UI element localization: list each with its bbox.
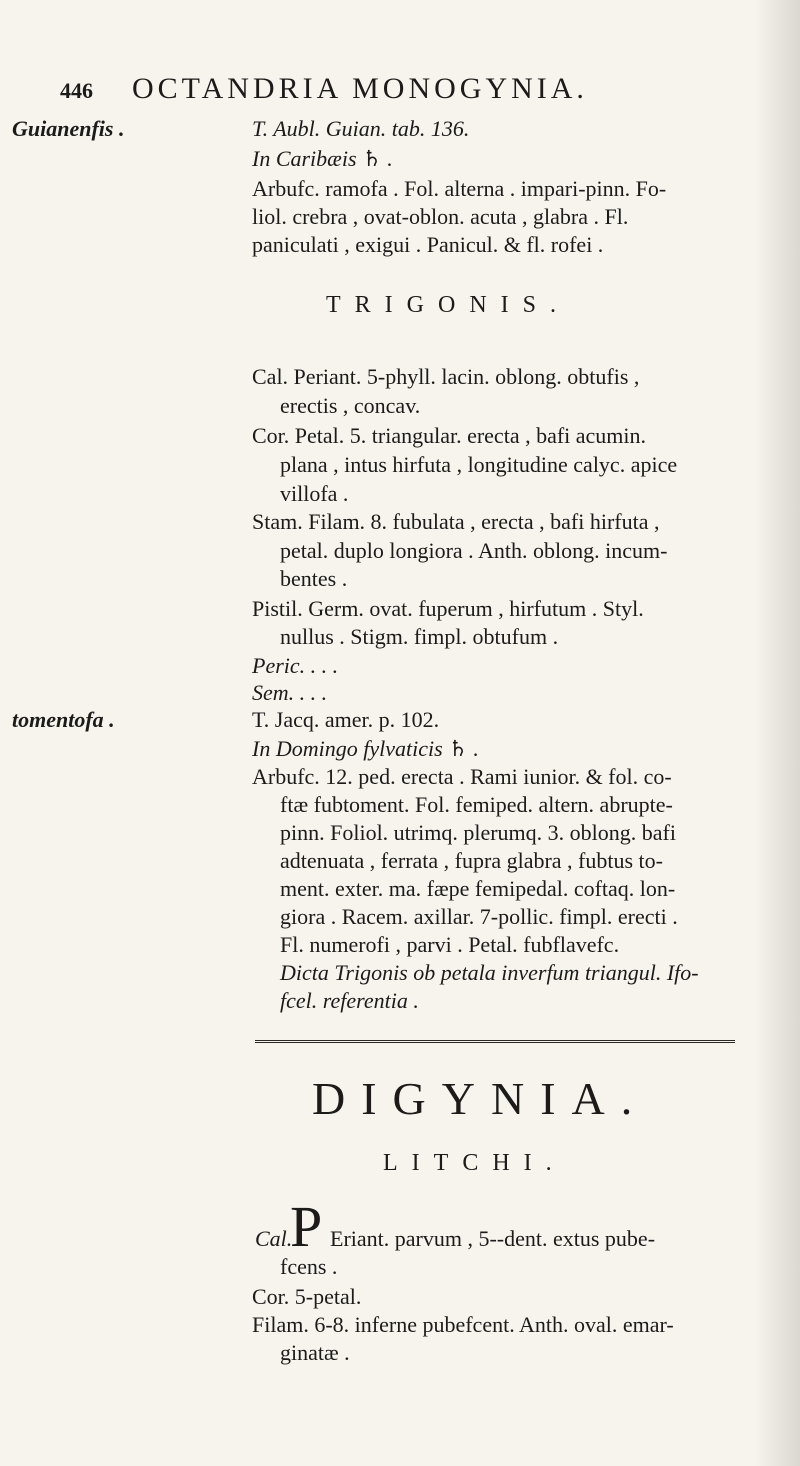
genus-title-litchi: LITCHI. <box>383 1150 566 1176</box>
guianensis-line-3: Arbufc. ramofa . Fol. alterna . impari-pinn. Fo- <box>252 176 667 201</box>
tomentosa-line-3: Arbufc. 12. ped. erecta . Rami iunior. & fol. co- <box>252 764 672 789</box>
litchi-calyx-label: Cal. <box>255 1226 293 1251</box>
tomentosa-line-6: adtenuata , ferrata , fupra glabra , fubtus to- <box>280 848 663 873</box>
tomentosa-line-11: fcel. referentia . <box>280 988 419 1013</box>
double-rule <box>255 1040 735 1043</box>
litchi-stamen-line-1: Filam. 6-8. inferne pubefcent. Anth. oval. emar- <box>252 1312 674 1337</box>
trigonis-pericarp-line: Peric. . . . <box>252 653 339 678</box>
litchi-stamen-line-2: ginatæ . <box>280 1340 350 1365</box>
page-number: 446 <box>60 78 93 103</box>
litchi-calyx-line-1: Eriant. parvum , 5--dent. extus pube- <box>330 1226 656 1251</box>
trigonis-calyx-line-2: erectis , concav. <box>280 393 421 418</box>
tomentosa-line-5: pinn. Foliol. utrimq. plerumq. 3. oblong. bafi <box>280 820 676 845</box>
page-header <box>60 72 760 112</box>
trigonis-corolla-line-3: villofa . <box>280 481 349 506</box>
tomentosa-line-1: T. Jacq. amer. p. 102. <box>252 707 440 732</box>
genus-title-trigonis: TRIGONIS. <box>326 292 570 318</box>
guianensis-line-2: In Caribæis ♄ . <box>252 146 393 171</box>
tomentosa-line-9: Fl. numerofi , parvi . Petal. fubflavefc. <box>280 932 620 957</box>
trigonis-stamen-line-3: bentes . <box>280 566 348 591</box>
tomentosa-line-2: In Domingo fylvaticis ♄ . <box>252 736 479 761</box>
tomentosa-line-8: giora . Racem. axillar. 7-pollic. fimpl. erecti . <box>280 904 678 929</box>
running-head: OCTANDRIA MONOGYNIA. <box>132 72 588 105</box>
trigonis-corolla-line-1: Cor. Petal. 5. triangular. erecta , bafi acumin. <box>252 423 647 448</box>
tomentosa-line-7: ment. exter. ma. fæpe femipedal. coftaq. lon- <box>280 876 676 901</box>
trigonis-pistil-line-1: Pistil. Germ. ovat. fuperum , hirfutum . Styl. <box>252 596 644 621</box>
order-heading-digynia: DIGYNIA. <box>312 1073 649 1124</box>
trigonis-corolla-line-2: plana , intus hirfuta , longitudine calyc. apice <box>280 452 678 477</box>
tomentosa-line-10: Dicta Trigonis ob petala inverfum triangul. Ifo- <box>280 960 699 985</box>
trigonis-stamen-line-2: petal. duplo longiora . Anth. oblong. incum- <box>280 538 668 563</box>
litchi-calyx-line-2: fcens . <box>280 1254 338 1279</box>
species-label-tomentosa: tomentofa . <box>12 707 115 732</box>
trigonis-seed-line: Sem. . . . <box>252 680 328 705</box>
trigonis-stamen-line-1: Stam. Filam. 8. fubulata , erecta , bafi hirfuta , <box>252 509 660 534</box>
trigonis-calyx-line-1: Cal. Periant. 5-phyll. lacin. oblong. obtufis , <box>252 364 640 389</box>
page-edge-shadow <box>754 0 800 1466</box>
trigonis-pistil-line-2: nullus . Stigm. fimpl. obtufum . <box>280 624 559 649</box>
guianensis-line-1: T. Aubl. Guian. tab. 136. <box>252 116 470 141</box>
guianensis-line-4: liol. crebra , ovat-oblon. acuta , glabra . Fl. <box>252 204 629 229</box>
species-label-guianensis: Guianenfis . <box>12 116 125 141</box>
litchi-corolla-line: Cor. 5-petal. <box>252 1284 362 1309</box>
tomentosa-line-4: ftæ fubtoment. Fol. femiped. altern. abrupte- <box>280 792 673 817</box>
drop-cap-letter: P <box>290 1194 323 1259</box>
guianensis-line-5: paniculati , exigui . Panicul. & fl. rofei . <box>252 232 604 257</box>
